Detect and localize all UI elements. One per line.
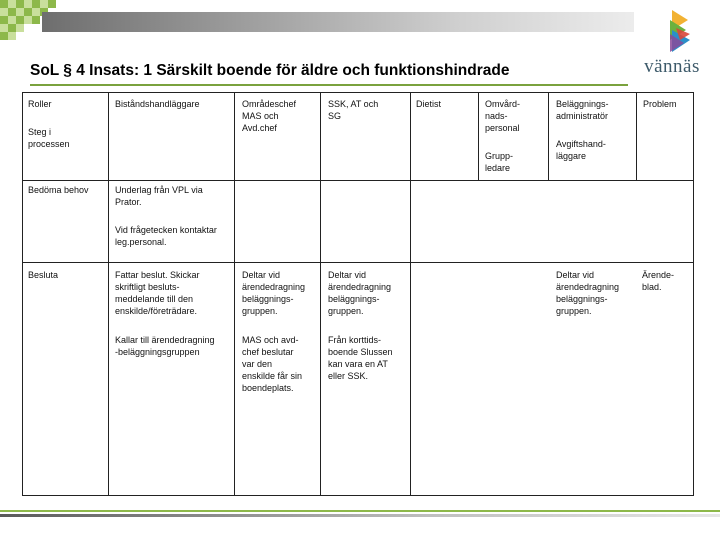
footer-green-rule: [0, 510, 720, 512]
column-divider: [22, 92, 23, 496]
row-label-bedoma-behov: Bedöma behov: [28, 185, 89, 195]
column-divider: [410, 92, 411, 496]
page-title: SoL § 4 Insats: 1 Särskilt boende för äldre och funktionshindrade: [30, 62, 510, 79]
header-gradient-bar: [42, 12, 634, 32]
column-divider: [636, 92, 637, 180]
row-divider: [22, 180, 694, 181]
title-underline: [30, 84, 628, 86]
header-omvardnadspersonal: Omvård- nads- personal: [485, 99, 521, 133]
row-label-besluta: Besluta: [28, 270, 59, 280]
header-bistand: Biståndshandläggare: [115, 99, 200, 109]
row-divider: [22, 262, 694, 263]
besluta-bistand-text-2: Kallar till ärendedragning -beläggningsgruppen: [115, 335, 215, 357]
bedoma-bistand-text-1: Underlag från VPL via Prator.: [115, 185, 203, 207]
process-table: [22, 92, 694, 496]
header-dietist: Dietist: [416, 99, 442, 109]
column-divider: [320, 92, 321, 496]
table-border-bottom: [22, 495, 694, 496]
besluta-omradeschef-text-1: Deltar vid ärendedragning beläggnings- gruppen.: [242, 270, 306, 316]
column-divider: [234, 92, 235, 496]
header-gruppledare: Grupp- ledare: [485, 151, 514, 173]
besluta-ssk-text-2: Från korttids- boende Slussen kan vara en AT eller SSK.: [328, 335, 393, 381]
column-divider: [478, 92, 479, 180]
column-divider: [548, 92, 549, 180]
header-avgiftshandlaggare: Avgiftshand- läggare: [556, 139, 606, 161]
footer-gradient-rule: [0, 514, 720, 517]
table-border-top: [22, 92, 694, 93]
besluta-ssk-text-1: Deltar vid ärendedragning beläggnings- gruppen.: [328, 270, 392, 316]
roles-label: Roller: [28, 99, 52, 109]
bedoma-bistand-text-2: Vid frågetecken kontaktar leg.personal.: [115, 225, 217, 247]
logo-triangles-icon: [632, 8, 712, 56]
besluta-belaggning-text-1: Deltar vid ärendedragning beläggnings- gruppen.: [556, 270, 620, 316]
column-divider: [693, 92, 694, 496]
besluta-omradeschef-text-2: MAS och avd- chef beslutar var den enskilde får sin boendeplats.: [242, 335, 303, 393]
header-omradeschef: Områdeschef MAS och Avd.chef: [242, 99, 297, 133]
logo-text: vännäs: [644, 56, 700, 77]
besluta-bistand-text-1: Fattar beslut. Skickar skriftligt besluts- meddelande till den enskilde/företrädare.: [115, 270, 200, 316]
steps-label: Steg i processen: [28, 127, 70, 149]
header-problem: Problem: [643, 99, 677, 109]
header-belaggningsadministrator: Beläggnings- administratör: [556, 99, 609, 121]
vannas-logo: [632, 8, 712, 76]
header-ssk: SSK, AT och SG: [328, 99, 379, 121]
besluta-problem-text-1: Ärende- blad.: [642, 270, 675, 292]
column-divider: [108, 92, 109, 496]
